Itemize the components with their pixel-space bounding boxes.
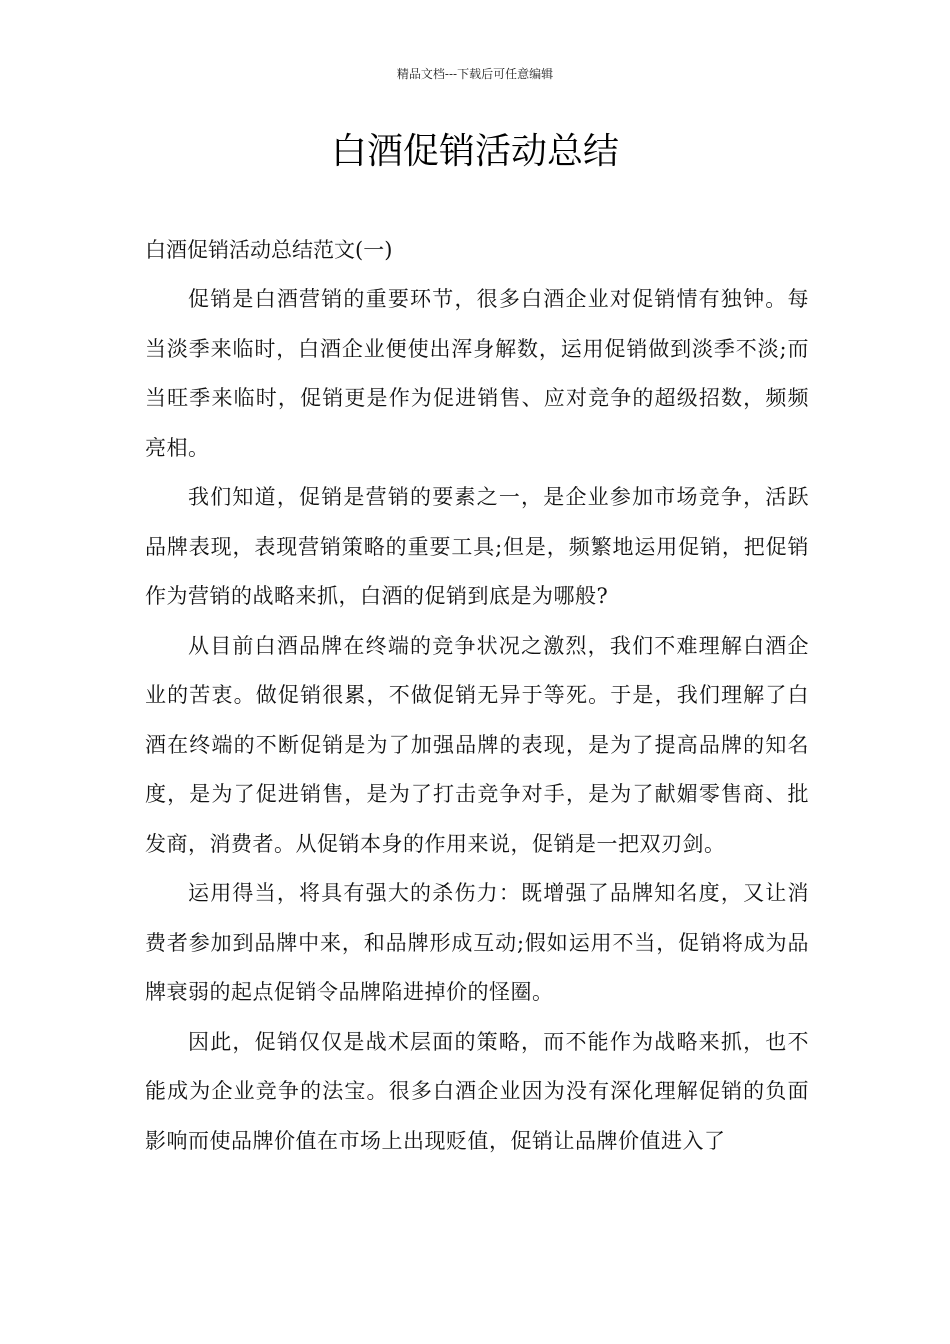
paragraph-4: 运用得当，将具有强大的杀伤力：既增强了品牌知名度，又让消费者参加到品牌中来，和品牌形成互动;假如运用不当，促销将成为品牌衰弱的起点促销令品牌陷进掉价的怪圈。 — [145, 881, 809, 1004]
document-title: 白酒促销活动总结 — [330, 131, 619, 172]
document-body — [145, 226, 809, 1166]
section-subtitle: 白酒促销活动总结范文(一) — [145, 238, 393, 262]
header-note: 精品文档---下载后可任意编辑 — [396, 67, 554, 81]
paragraph-1: 促销是白酒营销的重要环节，很多白酒企业对促销情有独钟。每当淡季来临时，白酒企业便使出浑身解数，运用促销做到淡季不淡;而当旺季来临时，促销更是作为促进销售、应对竞争的超级招数，频频亮相。 — [145, 287, 809, 460]
paragraph-5: 因此，促销仅仅是战术层面的策略，而不能作为战略来抓，也不能成为企业竞争的法宝。很多白酒企业因为没有深化理解促销的负面影响而使品牌价值在市场上出现贬值，促销让品牌价值进入了 — [145, 1029, 809, 1153]
paragraph-3: 从目前白酒品牌在终端的竞争状况之激烈，我们不难理解白酒企业的苦衷。做促销很累，不做促销无异于等死。于是，我们理解了白酒在终端的不断促销是为了加强品牌的表现，是为了提高品牌的知名度，是为了促进销售，是为了打击竞争对手，是为了献媚零售商、批发商，消费者。从促销本身的作用来说，促销是一把双刃剑。 — [145, 633, 809, 856]
paragraph-2: 我们知道，促销是营销的要素之一，是企业参加市场竞争，活跃品牌表现，表现营销策略的重要工具;但是，频繁地运用促销，把促销作为营销的战略来抓，白酒的促销到底是为哪般? — [145, 485, 809, 608]
